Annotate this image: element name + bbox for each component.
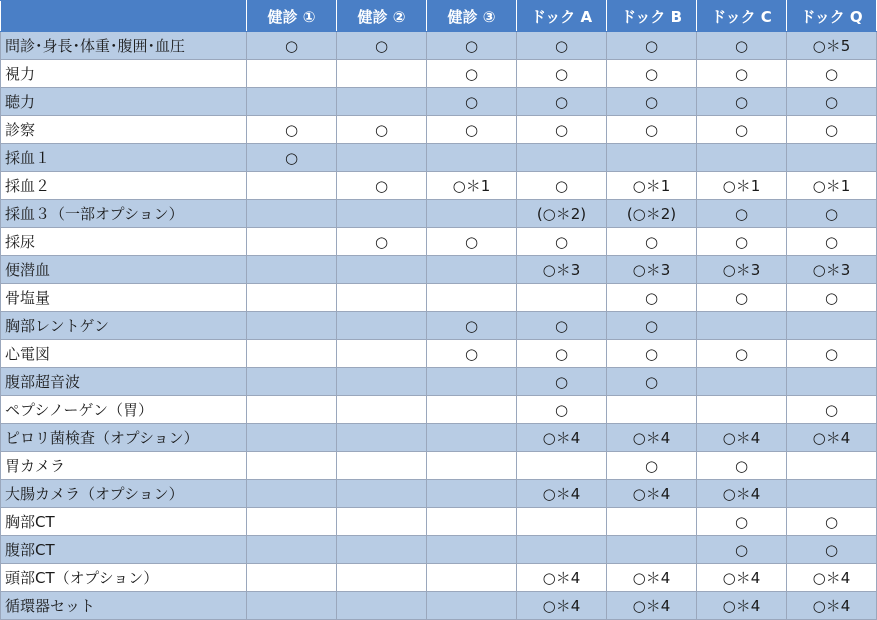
table-cell: [427, 200, 517, 228]
table-cell: [607, 508, 697, 536]
table-cell: ○＊4: [517, 592, 607, 620]
table-cell: [247, 564, 337, 592]
table-cell: [247, 396, 337, 424]
table-cell: ○＊3: [517, 256, 607, 284]
table-cell: ○: [247, 144, 337, 172]
table-cell: ○: [697, 508, 787, 536]
table-row: [1, 172, 877, 200]
row-label: 大腸カメラ（オプション）: [1, 480, 247, 508]
table-row: [1, 284, 877, 312]
table-cell: [697, 312, 787, 340]
table-cell: [337, 368, 427, 396]
table-cell: [337, 480, 427, 508]
row-label: 採尿: [1, 228, 247, 256]
table-cell: ○＊1: [607, 172, 697, 200]
table-cell: ○: [517, 340, 607, 368]
table-cell: ○: [607, 340, 697, 368]
table-cell: [247, 508, 337, 536]
table-cell: [247, 88, 337, 116]
table-cell: ○: [697, 116, 787, 144]
table-cell: ○: [697, 536, 787, 564]
table-row: [1, 116, 877, 144]
table-cell: ○: [697, 200, 787, 228]
table-cell: ○: [517, 116, 607, 144]
table-cell: ○＊4: [787, 592, 877, 620]
table-cell: [427, 256, 517, 284]
row-label: 胸部CT: [1, 508, 247, 536]
table-cell: ○: [787, 284, 877, 312]
table-cell: ○＊4: [517, 424, 607, 452]
header-corner: [1, 1, 247, 32]
row-label: ピロリ菌検査（オプション）: [1, 424, 247, 452]
table-cell: [337, 452, 427, 480]
header-row: [1, 1, 877, 32]
table-cell: ○: [607, 452, 697, 480]
table-cell: [337, 396, 427, 424]
table-cell: [247, 172, 337, 200]
table-cell: [337, 340, 427, 368]
table-cell: ○＊4: [517, 564, 607, 592]
table-row: [1, 452, 877, 480]
table-cell: ○: [337, 228, 427, 256]
table-cell: ○: [427, 116, 517, 144]
table-cell: [247, 424, 337, 452]
table-cell: ○: [517, 368, 607, 396]
table-cell: ○＊4: [697, 592, 787, 620]
table-cell: [337, 88, 427, 116]
table-cell: [697, 368, 787, 396]
table-cell: [247, 368, 337, 396]
table-cell: ○＊4: [607, 564, 697, 592]
table-cell: [697, 144, 787, 172]
row-label: 問診･身長･体重･腹囲･血圧: [1, 32, 247, 60]
table-row: [1, 564, 877, 592]
table-row: [1, 60, 877, 88]
table-cell: ○: [697, 32, 787, 60]
table-row: [1, 508, 877, 536]
table-cell: ○: [787, 200, 877, 228]
table-cell: ○: [787, 340, 877, 368]
table-cell: ○＊4: [607, 424, 697, 452]
table-cell: [517, 536, 607, 564]
table-cell: [787, 368, 877, 396]
table-cell: [517, 508, 607, 536]
table-cell: [247, 340, 337, 368]
table-cell: ○: [697, 228, 787, 256]
table-cell: [247, 592, 337, 620]
table-row: [1, 368, 877, 396]
row-label: 頭部CT（オプション）: [1, 564, 247, 592]
table-row: [1, 396, 877, 424]
table-cell: ○＊3: [787, 256, 877, 284]
table-cell: ○＊5: [787, 32, 877, 60]
table-cell: [337, 200, 427, 228]
table-cell: [337, 60, 427, 88]
table-row: [1, 592, 877, 620]
table-cell: ○＊3: [697, 256, 787, 284]
table-row: [1, 88, 877, 116]
table-cell: [337, 564, 427, 592]
table-cell: ○: [607, 116, 697, 144]
table-cell: ○: [517, 88, 607, 116]
table-row: [1, 256, 877, 284]
row-label: 視力: [1, 60, 247, 88]
column-header: ドック Q: [787, 1, 877, 32]
table-row: [1, 200, 877, 228]
table-cell: [247, 60, 337, 88]
table-cell: [427, 508, 517, 536]
table-cell: [337, 284, 427, 312]
table-cell: ○: [337, 116, 427, 144]
table-cell: ○: [697, 340, 787, 368]
table-cell: [247, 228, 337, 256]
table-cell: ○: [607, 32, 697, 60]
table-cell: ○: [427, 340, 517, 368]
table-cell: [517, 284, 607, 312]
table-cell: [337, 312, 427, 340]
table-cell: ○: [247, 32, 337, 60]
table-cell: [337, 256, 427, 284]
table-cell: ○: [607, 368, 697, 396]
table-cell: [337, 592, 427, 620]
table-cell: ○: [427, 312, 517, 340]
row-label: 採血１: [1, 144, 247, 172]
table-cell: ○: [517, 228, 607, 256]
table-cell: [337, 144, 427, 172]
table-row: [1, 340, 877, 368]
table-cell: [427, 452, 517, 480]
row-label: 診察: [1, 116, 247, 144]
table-cell: ○: [427, 32, 517, 60]
table-body: [1, 32, 877, 620]
row-label: 採血２: [1, 172, 247, 200]
column-header: 健診 ③: [427, 1, 517, 32]
table-cell: [427, 284, 517, 312]
table-cell: [337, 536, 427, 564]
table-cell: ○: [787, 396, 877, 424]
table-cell: ○＊3: [607, 256, 697, 284]
row-label: 胸部レントゲン: [1, 312, 247, 340]
table-cell: (○＊2): [517, 200, 607, 228]
table-cell: [337, 424, 427, 452]
table-cell: [427, 592, 517, 620]
column-header: 健診 ①: [247, 1, 337, 32]
table-cell: [427, 368, 517, 396]
table-cell: ○: [787, 116, 877, 144]
table-cell: [427, 424, 517, 452]
table-cell: [247, 312, 337, 340]
table-cell: [427, 564, 517, 592]
table-cell: ○＊4: [697, 424, 787, 452]
table-cell: ○: [787, 508, 877, 536]
table-row: [1, 312, 877, 340]
table-row: [1, 480, 877, 508]
table-cell: [787, 312, 877, 340]
table-cell: ○: [427, 60, 517, 88]
table-cell: ○＊1: [787, 172, 877, 200]
row-label: ペプシノーゲン（胃）: [1, 396, 247, 424]
table-row: [1, 424, 877, 452]
table-cell: ○: [787, 228, 877, 256]
table-cell: ○＊4: [607, 480, 697, 508]
table-cell: (○＊2): [607, 200, 697, 228]
table-cell: ○: [697, 452, 787, 480]
row-label: 骨塩量: [1, 284, 247, 312]
table-row: [1, 32, 877, 60]
table-cell: ○: [607, 312, 697, 340]
table-cell: [247, 200, 337, 228]
table-cell: [517, 144, 607, 172]
table-cell: ○: [607, 228, 697, 256]
table-cell: ○＊4: [697, 480, 787, 508]
table-cell: ○＊4: [517, 480, 607, 508]
table-cell: ○: [427, 228, 517, 256]
table-cell: ○: [517, 32, 607, 60]
table-cell: [247, 452, 337, 480]
table-cell: [517, 452, 607, 480]
table-cell: [427, 396, 517, 424]
row-label: 聴力: [1, 88, 247, 116]
row-label: 採血３（一部オプション）: [1, 200, 247, 228]
table-cell: ○: [787, 536, 877, 564]
table-cell: ○: [517, 172, 607, 200]
table-cell: ○＊4: [697, 564, 787, 592]
table-cell: ○: [607, 284, 697, 312]
row-label: 循環器セット: [1, 592, 247, 620]
column-header: ドック B: [607, 1, 697, 32]
table-cell: [787, 144, 877, 172]
table-cell: [247, 284, 337, 312]
table-cell: [787, 480, 877, 508]
table-cell: [607, 396, 697, 424]
table-cell: ○: [697, 60, 787, 88]
table-cell: [427, 480, 517, 508]
table-cell: ○: [607, 60, 697, 88]
table-cell: ○: [337, 172, 427, 200]
table-cell: [607, 144, 697, 172]
table-cell: ○: [607, 88, 697, 116]
column-header: ドック C: [697, 1, 787, 32]
table-cell: ○＊1: [427, 172, 517, 200]
table-cell: [607, 536, 697, 564]
table-cell: ○: [517, 60, 607, 88]
table-cell: [247, 536, 337, 564]
table-cell: [247, 480, 337, 508]
table-cell: ○: [427, 88, 517, 116]
table-cell: [337, 508, 427, 536]
table-cell: ○: [337, 32, 427, 60]
table-cell: [787, 452, 877, 480]
table-cell: ○: [697, 88, 787, 116]
table-row: [1, 144, 877, 172]
table-row: [1, 228, 877, 256]
table-cell: ○＊4: [787, 424, 877, 452]
table-cell: ○＊4: [787, 564, 877, 592]
table-cell: [697, 396, 787, 424]
table-cell: [427, 536, 517, 564]
row-label: 腹部超音波: [1, 368, 247, 396]
table-cell: ○: [787, 60, 877, 88]
row-label: 腹部CT: [1, 536, 247, 564]
table-cell: [247, 256, 337, 284]
table-cell: [427, 144, 517, 172]
table-cell: ○: [517, 396, 607, 424]
column-header: 健診 ②: [337, 1, 427, 32]
table-cell: ○: [787, 88, 877, 116]
table-cell: ○＊4: [607, 592, 697, 620]
table-row: [1, 536, 877, 564]
table-cell: ○: [517, 312, 607, 340]
row-label: 胃カメラ: [1, 452, 247, 480]
row-label: 心電図: [1, 340, 247, 368]
table-cell: ○: [247, 116, 337, 144]
column-header: ドック A: [517, 1, 607, 32]
table-cell: ○＊1: [697, 172, 787, 200]
row-label: 便潜血: [1, 256, 247, 284]
table-cell: ○: [697, 284, 787, 312]
